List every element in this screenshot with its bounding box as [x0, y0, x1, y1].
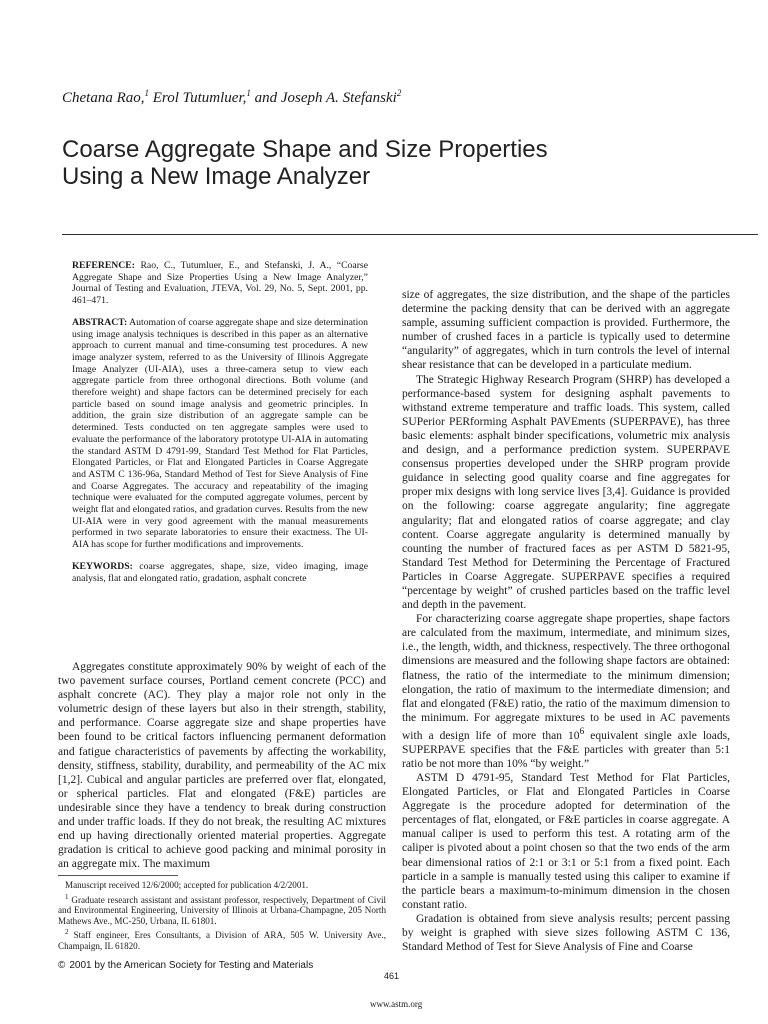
title-line: Coarse Aggregate Shape and Size Properties: [62, 136, 548, 163]
reference-text: Rao, C., Tutumluer, E., and Stefanski, J. A., “Coarse Aggregate Shape and Size Properties Using a New Image Analyzer,” Journal of Testing and Evaluation, JTEVA, Vol. 29, No. 5, Sept. 2001, pp. 461–471.: [72, 260, 368, 307]
body-left-column: [58, 660, 386, 871]
author-affil: 1: [144, 88, 149, 98]
footnote-mark: 1: [65, 892, 69, 901]
footnote-divider: [58, 875, 178, 876]
paragraph-text: For characterizing coarse aggregate shape properties, shape factors are calculated from the maximum, intermediate, and minimum sizes, i.e., the length, width, and thickness, respectively. The three orthogonal dimensions are measured and the following shape factors are obtained: flatness, the ratio of the intermediate to the minimum dimension; elongation, the ratio of maximum to the intermediate dimension; and flat and elongated (F&E) ratio, the ratio of the maximum dimension to the minimum. For aggregate mixtures to be used in AC pavements with a design life of more than 10: [402, 613, 730, 742]
body-paragraph: size of aggregates, the size distribution, and the shape of the particles determine the packing density that can be derived with an aggregate sample, assuming sufficient compaction is provided. Furthermore, the number of crushed faces in a particle is typically used to determine “angularity” of aggregates, which in turn controls the level of internal shear resistance that can be developed in a particulate medium.: [402, 289, 730, 372]
body-right-column: [402, 288, 730, 954]
author-affil: 2: [396, 88, 402, 98]
copyright: [58, 960, 317, 971]
title-divider: [62, 234, 758, 235]
keywords-block: [72, 561, 368, 584]
paper-title: [62, 136, 722, 190]
footnote: [58, 927, 386, 951]
authors: [62, 88, 401, 107]
author-name: Chetana Rao,: [62, 90, 145, 106]
reference-block: [72, 260, 368, 307]
abstract-text: Automation of coarse aggregate shape and size determination using image analysis techniques is described in this paper as an alternative approach to current manual and time-consuming test procedures. A new image analyzer system, referred to as the University of Illinois Aggregate Image Analyzer (UI-AIA), uses a three-camera setup to view each aggregate particle from three orthogonal directions. Both volume (and therefore weight) and shape factors can be determined precisely for each particle based on sound image analysis and geometric principles. In addition, the grain size distribution of an aggregate sample can be determined. Tests conducted on ten aggregate samples were used to evaluate the performance of the laboratory prototype UI-AIA in automating the standard ASTM D 4791-99, Standard Test Method for Flat Particles, Elongated Particles, or Flat and Elongated Particles in Coarse Aggregate and ASTM C 136-96a, Standard Method of Test for Sieve Analysis of Fine and Coarse Aggregates. The accuracy and repeatability of the imaging technique were evaluated for the computed aggregate volumes, percent by weight flat and elongated ratios, and gradation curves. Results from the new UI-AIA were in very good agreement with the manual measurements performed in two separate laboratories to ensure their exactness. The UI-AIA has scope for further modifications and improvements.: [72, 316, 368, 551]
footnotes: [58, 880, 386, 953]
abstract-block: [72, 317, 368, 551]
exponent: 6: [579, 725, 585, 737]
abstract-label: ABSTRACT:: [72, 316, 128, 328]
page-number: 461: [384, 971, 400, 981]
front-matter: [72, 260, 368, 594]
copyright-text: 2001 by the American Society for Testing and Materials: [69, 960, 314, 971]
footnote: [58, 892, 386, 927]
footnote-mark: 2: [65, 928, 69, 937]
keywords-label: KEYWORDS:: [72, 560, 133, 572]
body-paragraph: The Strategic Highway Research Program (SHRP) has developed a performance-based system for designing asphalt pavements to withstand extreme temperature and traffic loads. This system, called SUPerior PERforming Asphalt PAVEments (SUPERPAVE), has three basic elements: asphalt binder specifications, volumetric mix analysis and design, and a performance prediction system. SUPERPAVE consensus properties developed under the SHRP program provide guidance in selecting good quality coarse and fine aggregates for proper mix designs with long service lives [3,4]. Guidance is provided on the following: coarse aggregate angularity; fine aggregate angularity; flat and elongated ratios of coarse aggregate; and clay content. Coarse aggregate angularity is determined manually by counting the number of fractured faces as per ASTM D 5821-95, Standard Test Method for Determining the Percentage of Fractured Particles in Coarse Aggregate. SUPERPAVE specifies a required “percentage by weight” of crushed particles based on the traffic level and depth in the pavement.: [402, 373, 730, 612]
reference-label: REFERENCE:: [72, 260, 135, 271]
body-paragraph: Gradation is obtained from sieve analysis results; percent passing by weight is graphed with sieve sizes following ASTM C 136, Standard Method of Test for Sieve Analysis of Fine and Coarse: [402, 912, 730, 954]
body-paragraph: ASTM D 4791-95, Standard Test Method for Flat Particles, Elongated Particles, or Flat and Elongated Particles in Coarse Aggregate is the procedure adopted for determination of the percentages of flat, elongated, or F&E particles in coarse aggregate. A manual caliper is used to perform this test. A rotating arm of the caliper is pivoted about a point chosen so that the two ends of the arm bear dimensional ratios of 2:1 or 3:1 or 5:1 from a fixed point. Each particle in a sample is manually tested using this caliper to examine if the particle bears a maximum-to-minimum dimension in the chosen constant ratio.: [402, 772, 730, 911]
website-link[interactable]: www.astm.org: [370, 999, 423, 1009]
keywords-text: coarse aggregates, shape, size, video imaging, image analysis, flat and elongated ratio, gradation, asphalt concrete: [72, 560, 368, 584]
footnote: Manuscript received 12/6/2000; accepted for publication 4/2/2001.: [65, 880, 309, 890]
title-line: Using a New Image Analyzer: [62, 163, 371, 190]
author-affil: 1: [246, 88, 251, 98]
paragraph-text: equivalent single axle loads, SUPERPAVE specifies that the F&E particles with greater than 5:1 ratio be not more than 10% “by weight.”: [402, 729, 731, 770]
author-name: and Joseph A. Stefanski: [250, 90, 397, 106]
footnote-text: Staff engineer, Eres Consultants, a Division of ARA, 505 W. University Ave., Champaign, IL 61820.: [58, 930, 386, 952]
body-paragraph: Aggregates constitute approximately 90% by weight of each of the two pavement surface courses, Portland cement concrete (PCC) and asphalt concrete (AC). They play a major role not only in the volumetric design of these layers but also in their strength, stability, and performance. Coarse aggregate size and shape properties have been found to be critical factors influencing permanent deformation and fatigue characteristics of pavements by affecting the workability, density, stiffness, stability, durability, and permeability of the AC mix [1,2]. Cubical and angular particles are preferred over flat, elongated, or spherical particles. Flat and elongated (F&E) particles are undesirable since they have a tendency to break during construction and under traffic loads. If they do not break, the resulting AC mixtures end up having directionally oriented material properties. Aggregate gradation is critical to achieve good packing and minimal porosity in an aggregate mix. The maximum: [58, 661, 386, 871]
body-paragraph: [402, 612, 730, 771]
copyright-icon: ©: [58, 960, 66, 971]
author-name: Erol Tutumluer,: [149, 90, 247, 106]
footnote-text: Graduate research assistant and assistant professor, respectively, Department of Civil and Environmental Engineering, University of Illinois at Urbana-Champagne, 205 North Mathews Ave., MC-250, Urbana, IL 61801.: [58, 894, 386, 926]
